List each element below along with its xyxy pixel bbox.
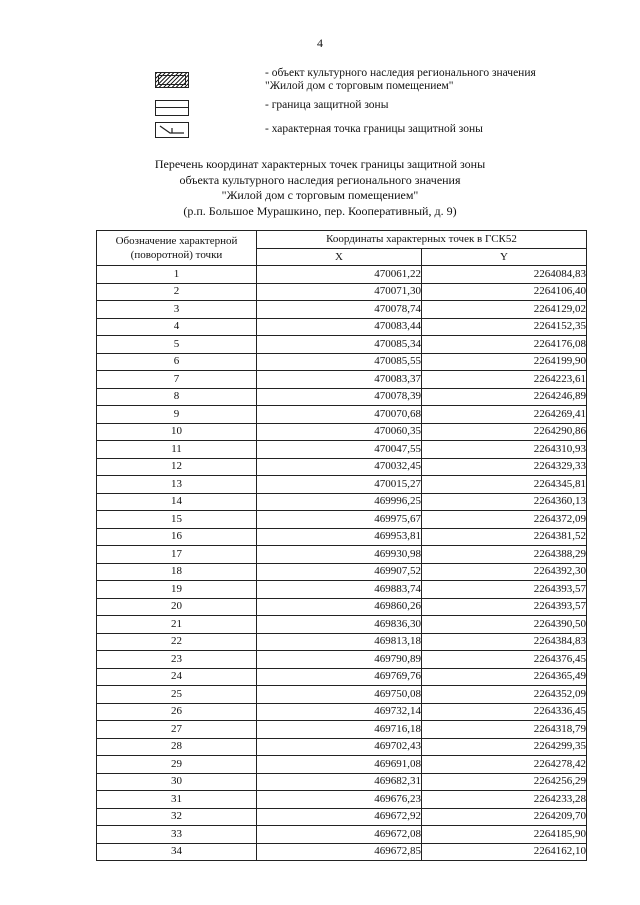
x-coordinate-cell: 470061,22 [257, 266, 422, 284]
y-coordinate-cell: 2264372,09 [422, 511, 587, 529]
x-column-header: X [257, 248, 422, 266]
coordinates-table [96, 230, 587, 861]
point-number-cell: 21 [97, 616, 257, 634]
table-row [97, 458, 587, 476]
y-coordinate-cell: 2264393,57 [422, 598, 587, 616]
x-coordinate-cell: 469716,18 [257, 721, 422, 739]
y-coordinate-cell: 2264269,41 [422, 406, 587, 424]
point-number-cell: 20 [97, 598, 257, 616]
y-coordinate-cell: 2264318,79 [422, 721, 587, 739]
y-coordinate-cell: 2264336,45 [422, 703, 587, 721]
table-row [97, 301, 587, 319]
table-row [97, 808, 587, 826]
table-row [97, 406, 587, 424]
x-coordinate-cell: 470083,44 [257, 318, 422, 336]
point-number-cell: 17 [97, 546, 257, 564]
y-coordinate-cell: 2264290,86 [422, 423, 587, 441]
y-coordinate-cell: 2264329,33 [422, 458, 587, 476]
document-heading [0, 157, 640, 219]
table-row [97, 266, 587, 284]
table-row [97, 493, 587, 511]
x-coordinate-cell: 470078,74 [257, 301, 422, 319]
table-row [97, 791, 587, 809]
point-number-cell: 13 [97, 476, 257, 494]
y-coordinate-cell: 2264393,57 [422, 581, 587, 599]
point-number-cell: 31 [97, 791, 257, 809]
x-coordinate-cell: 469813,18 [257, 633, 422, 651]
point-number-cell: 9 [97, 406, 257, 424]
point-number-cell: 11 [97, 441, 257, 459]
y-coordinate-cell: 2264392,30 [422, 563, 587, 581]
y-coordinate-cell: 2264310,93 [422, 441, 587, 459]
table-row [97, 283, 587, 301]
point-number-cell: 32 [97, 808, 257, 826]
y-coordinate-cell: 2264384,83 [422, 633, 587, 651]
x-coordinate-cell: 470015,27 [257, 476, 422, 494]
point-number-cell: 7 [97, 371, 257, 389]
table-row [97, 651, 587, 669]
y-coordinate-cell: 2264352,09 [422, 686, 587, 704]
heading-line: Перечень координат характерных точек границы защитной зоны [154, 157, 486, 171]
point-number-cell: 25 [97, 686, 257, 704]
table-row [97, 388, 587, 406]
table-row [97, 616, 587, 634]
table-row [97, 318, 587, 336]
point-number-cell: 10 [97, 423, 257, 441]
x-coordinate-cell: 469953,81 [257, 528, 422, 546]
point-number-cell: 5 [97, 336, 257, 354]
point-number-cell: 26 [97, 703, 257, 721]
x-coordinate-cell: 469790,89 [257, 651, 422, 669]
y-coordinate-cell: 2264223,61 [422, 371, 587, 389]
x-coordinate-cell: 469691,08 [257, 756, 422, 774]
y-coordinate-cell: 2264376,45 [422, 651, 587, 669]
x-coordinate-cell: 469682,31 [257, 773, 422, 791]
legend-label: - характерная точка границы защитной зоны [265, 123, 483, 135]
table-row [97, 843, 587, 861]
table-body [97, 266, 587, 861]
heading-line: объекта культурного наследия регионального значения [179, 172, 461, 187]
page-number: 4 [317, 36, 323, 50]
y-coordinate-cell: 2264084,83 [422, 266, 587, 284]
table-row [97, 441, 587, 459]
point-number-cell: 22 [97, 633, 257, 651]
x-coordinate-cell: 470070,68 [257, 406, 422, 424]
x-coordinate-cell: 469769,76 [257, 668, 422, 686]
legend-label: - объект культурного наследия регионального значения "Жилой дом с торговым помещением" [265, 67, 536, 92]
x-coordinate-cell: 469860,26 [257, 598, 422, 616]
point-number-cell: 1 [97, 266, 257, 284]
point-number-cell: 14 [97, 493, 257, 511]
point-number-cell: 28 [97, 738, 257, 756]
x-coordinate-cell: 469836,30 [257, 616, 422, 634]
y-coordinate-cell: 2264209,70 [422, 808, 587, 826]
table-row [97, 826, 587, 844]
point-number-cell: 16 [97, 528, 257, 546]
heading-line: "Жилой дом с торговым помещением" [221, 188, 419, 202]
y-coordinate-cell: 2264129,02 [422, 301, 587, 319]
y-coordinate-cell: 2264381,52 [422, 528, 587, 546]
table-row [97, 721, 587, 739]
point-number-cell: 8 [97, 388, 257, 406]
x-coordinate-cell: 470078,39 [257, 388, 422, 406]
y-coordinate-cell: 2264106,40 [422, 283, 587, 301]
legend-item-heritage-object [155, 66, 575, 96]
heading-line: (р.п. Большое Мурашкино, пер. Кооперативный, д. 9) [183, 203, 457, 218]
table-row [97, 528, 587, 546]
legend [155, 66, 575, 140]
point-number-cell: 30 [97, 773, 257, 791]
coordinates-header: Координаты характерных точек в ГСК52 [257, 231, 587, 249]
point-designation-header: Обозначение характерной (поворотной) точки [97, 231, 257, 266]
point-number-cell: 3 [97, 301, 257, 319]
x-coordinate-cell: 469930,98 [257, 546, 422, 564]
table-row [97, 703, 587, 721]
x-coordinate-cell: 470032,45 [257, 458, 422, 476]
table-row [97, 686, 587, 704]
table-row [97, 371, 587, 389]
table-row [97, 581, 587, 599]
x-coordinate-cell: 469702,43 [257, 738, 422, 756]
table-row [97, 633, 587, 651]
x-coordinate-cell: 469975,67 [257, 511, 422, 529]
point-number-cell: 33 [97, 826, 257, 844]
legend-item-zone-boundary [155, 96, 575, 118]
x-coordinate-cell: 469672,85 [257, 843, 422, 861]
point-number-cell: 2 [97, 283, 257, 301]
y-coordinate-cell: 2264360,13 [422, 493, 587, 511]
y-coordinate-cell: 2264246,89 [422, 388, 587, 406]
y-coordinate-cell: 2264152,35 [422, 318, 587, 336]
x-coordinate-cell: 469996,25 [257, 493, 422, 511]
x-coordinate-cell: 470085,34 [257, 336, 422, 354]
x-coordinate-cell: 470071,30 [257, 283, 422, 301]
table-row [97, 423, 587, 441]
y-coordinate-cell: 2264233,28 [422, 791, 587, 809]
table-row [97, 563, 587, 581]
point-number-cell: 12 [97, 458, 257, 476]
point-number-cell: 23 [97, 651, 257, 669]
table-row [97, 738, 587, 756]
point-number-cell: 6 [97, 353, 257, 371]
hatched-rectangle-icon [155, 72, 189, 88]
x-coordinate-cell: 469672,08 [257, 826, 422, 844]
x-coordinate-cell: 469907,52 [257, 563, 422, 581]
y-coordinate-cell: 2264176,08 [422, 336, 587, 354]
point-number-cell: 29 [97, 756, 257, 774]
table-row [97, 756, 587, 774]
y-coordinate-cell: 2264299,35 [422, 738, 587, 756]
x-coordinate-cell: 469676,23 [257, 791, 422, 809]
table-row [97, 546, 587, 564]
point-number-cell: 4 [97, 318, 257, 336]
y-coordinate-cell: 2264365,49 [422, 668, 587, 686]
point-number-cell: 27 [97, 721, 257, 739]
point-number-cell: 15 [97, 511, 257, 529]
y-coordinate-cell: 2264185,90 [422, 826, 587, 844]
table-row [97, 668, 587, 686]
table-row [97, 773, 587, 791]
table-row [97, 511, 587, 529]
x-coordinate-cell: 470047,55 [257, 441, 422, 459]
x-coordinate-cell: 469750,08 [257, 686, 422, 704]
y-coordinate-cell: 2264256,29 [422, 773, 587, 791]
y-column-header: Y [422, 248, 587, 266]
y-coordinate-cell: 2264388,29 [422, 546, 587, 564]
table-row [97, 476, 587, 494]
table-row [97, 353, 587, 371]
boundary-line-icon [155, 100, 189, 116]
x-coordinate-cell: 470060,35 [257, 423, 422, 441]
legend-label: - граница защитной зоны [265, 99, 389, 111]
x-coordinate-cell: 470083,37 [257, 371, 422, 389]
table-row [97, 336, 587, 354]
y-coordinate-cell: 2264390,50 [422, 616, 587, 634]
x-coordinate-cell: 469883,74 [257, 581, 422, 599]
x-coordinate-cell: 470085,55 [257, 353, 422, 371]
y-coordinate-cell: 2264162,10 [422, 843, 587, 861]
point-number-cell: 34 [97, 843, 257, 861]
point-number-cell: 18 [97, 563, 257, 581]
y-coordinate-cell: 2264278,42 [422, 756, 587, 774]
characteristic-point-icon [155, 122, 189, 138]
point-number-cell: 24 [97, 668, 257, 686]
table-row [97, 598, 587, 616]
legend-item-characteristic-point [155, 118, 575, 140]
point-number-cell: 19 [97, 581, 257, 599]
x-coordinate-cell: 469672,92 [257, 808, 422, 826]
y-coordinate-cell: 2264199,90 [422, 353, 587, 371]
x-coordinate-cell: 469732,14 [257, 703, 422, 721]
y-coordinate-cell: 2264345,81 [422, 476, 587, 494]
